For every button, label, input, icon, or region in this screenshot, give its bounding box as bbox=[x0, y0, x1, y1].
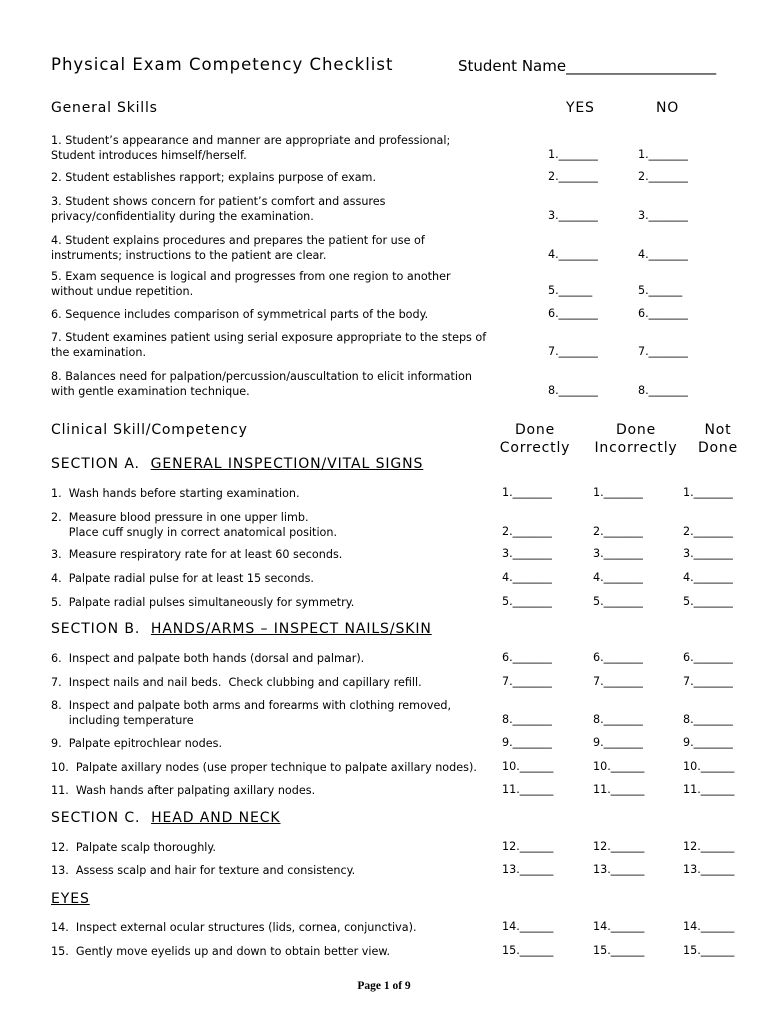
yes-column-header: YES bbox=[566, 100, 595, 116]
competency-text: 12. Palpate scalp thoroughly. bbox=[51, 841, 216, 854]
done-incorrectly-blank[interactable]: 5._______ bbox=[593, 595, 643, 608]
not-done-blank[interactable]: 12.______ bbox=[683, 840, 735, 853]
done-correctly-line2: Correctly bbox=[499, 440, 571, 456]
competency-text: 4. Palpate radial pulse for at least 15 seconds. bbox=[51, 572, 314, 585]
not-done-blank[interactable]: 9._______ bbox=[683, 736, 733, 749]
section-title: EYES bbox=[51, 891, 90, 907]
general-skill-text: instruments; instructions to the patient are clear. bbox=[51, 249, 327, 262]
done-incorrectly-blank[interactable]: 1._______ bbox=[593, 486, 643, 499]
competency-text: 7. Inspect nails and nail beds. Check clubbing and capillary refill. bbox=[51, 676, 422, 689]
not-done-blank[interactable]: 4._______ bbox=[683, 571, 733, 584]
competency-text: 14. Inspect external ocular structures (lids, cornea, conjunctiva). bbox=[51, 921, 417, 934]
clinical-skill-heading: Clinical Skill/Competency bbox=[51, 422, 248, 438]
not-done-blank[interactable]: 15.______ bbox=[683, 944, 735, 957]
page-number: Page 1 of 9 bbox=[357, 980, 411, 992]
competency-item bbox=[51, 486, 300, 501]
general-skill-text: the examination. bbox=[51, 346, 147, 359]
competency-text: 1. Wash hands before starting examination. bbox=[51, 487, 300, 500]
no-answer-blank[interactable]: 7._______ bbox=[638, 345, 688, 358]
competency-text: 6. Inspect and palpate both hands (dorsal and palmar). bbox=[51, 652, 365, 665]
done-correctly-blank[interactable]: 12.______ bbox=[502, 840, 554, 853]
not-done-line1: Not bbox=[704, 422, 732, 438]
general-skill-text: without undue repetition. bbox=[51, 285, 194, 298]
done-correctly-blank[interactable]: 5._______ bbox=[502, 595, 552, 608]
competency-item bbox=[51, 944, 390, 959]
section-title: HANDS/ARMS – INSPECT NAILS/SKIN bbox=[150, 621, 432, 637]
section-heading bbox=[51, 810, 281, 826]
done-correctly-blank[interactable]: 2._______ bbox=[502, 525, 552, 538]
competency-text: 15. Gently move eyelids up and down to obtain better view. bbox=[51, 945, 391, 958]
competency-item bbox=[51, 863, 355, 878]
done-correctly-blank[interactable]: 11.______ bbox=[502, 783, 554, 796]
done-incorrectly-blank[interactable]: 2._______ bbox=[593, 525, 643, 538]
competency-item bbox=[51, 783, 315, 798]
competency-text: 13. Assess scalp and hair for texture and consistency. bbox=[51, 864, 356, 877]
competency-text: Place cuff snugly in correct anatomical position. bbox=[51, 526, 338, 539]
competency-text: 8. Inspect and palpate both arms and forearms with clothing removed, bbox=[51, 699, 452, 712]
done-correctly-blank[interactable]: 6._______ bbox=[502, 651, 552, 664]
yes-answer-blank[interactable]: 3._______ bbox=[548, 209, 598, 222]
student-name-field[interactable]: Student Name____________________ bbox=[458, 57, 717, 75]
not-done-blank[interactable]: 1._______ bbox=[683, 486, 733, 499]
general-skill-text: with gentle examination technique. bbox=[51, 385, 250, 398]
general-skill-item bbox=[51, 330, 486, 360]
competency-text: including temperature bbox=[51, 714, 194, 727]
done-incorrectly-blank[interactable]: 10.______ bbox=[593, 760, 645, 773]
done-incorrectly-blank[interactable]: 4._______ bbox=[593, 571, 643, 584]
general-skill-text: 5. Exam sequence is logical and progresses from one region to another bbox=[51, 270, 451, 283]
done-correctly-line1: Done bbox=[514, 422, 556, 438]
competency-item bbox=[51, 651, 364, 666]
general-skill-item bbox=[51, 133, 450, 163]
done-incorrectly-blank[interactable]: 8._______ bbox=[593, 713, 643, 726]
done-incorrectly-header bbox=[588, 421, 684, 457]
done-incorrectly-blank[interactable]: 14.______ bbox=[593, 920, 645, 933]
competency-text: 3. Measure respiratory rate for at least 60 seconds. bbox=[51, 548, 343, 561]
no-answer-blank[interactable]: 3._______ bbox=[638, 209, 688, 222]
competency-item bbox=[51, 920, 417, 935]
no-answer-blank[interactable]: 6._______ bbox=[638, 307, 688, 320]
done-correctly-blank[interactable]: 15.______ bbox=[502, 944, 554, 957]
general-skill-text: 2. Student establishes rapport; explains purpose of exam. bbox=[51, 171, 377, 184]
general-skill-item bbox=[51, 269, 451, 299]
done-correctly-header bbox=[498, 421, 572, 457]
page-title: Physical Exam Competency Checklist bbox=[51, 55, 394, 74]
general-skill-text: privacy/confidentiality during the examination. bbox=[51, 210, 314, 223]
yes-answer-blank[interactable]: 1._______ bbox=[548, 148, 598, 161]
yes-answer-blank[interactable]: 4._______ bbox=[548, 248, 598, 261]
not-done-blank[interactable]: 14.______ bbox=[683, 920, 735, 933]
competency-text: 9. Palpate epitrochlear nodes. bbox=[51, 737, 223, 750]
done-correctly-blank[interactable]: 8._______ bbox=[502, 713, 552, 726]
competency-item bbox=[51, 736, 222, 751]
competency-text: 11. Wash hands after palpating axillary nodes. bbox=[51, 784, 316, 797]
not-done-blank[interactable]: 6._______ bbox=[683, 651, 733, 664]
not-done-blank[interactable]: 10.______ bbox=[683, 760, 735, 773]
section-prefix: SECTION A. bbox=[51, 456, 140, 472]
done-incorrectly-blank[interactable]: 15.______ bbox=[593, 944, 645, 957]
not-done-line2: Done bbox=[697, 440, 739, 456]
done-correctly-blank[interactable]: 9._______ bbox=[502, 736, 552, 749]
general-skill-text: 7. Student examines patient using serial exposure appropriate to the steps of bbox=[51, 331, 487, 344]
competency-item bbox=[51, 698, 451, 728]
yes-answer-blank[interactable]: 2._______ bbox=[548, 170, 598, 183]
general-skill-text: 6. Sequence includes comparison of symmetrical parts of the body. bbox=[51, 308, 429, 321]
section-title: HEAD AND NECK bbox=[151, 810, 281, 826]
done-incorrectly-blank[interactable]: 12.______ bbox=[593, 840, 645, 853]
section-heading bbox=[51, 891, 90, 907]
section-prefix: SECTION B. bbox=[51, 621, 141, 637]
yes-answer-blank[interactable]: 8._______ bbox=[548, 384, 598, 397]
competency-text: 2. Measure blood pressure in one upper limb. bbox=[51, 511, 309, 524]
competency-item bbox=[51, 510, 337, 540]
not-done-blank[interactable]: 3._______ bbox=[683, 547, 733, 560]
competency-item bbox=[51, 675, 422, 690]
not-done-blank[interactable]: 5._______ bbox=[683, 595, 733, 608]
no-answer-blank[interactable]: 2._______ bbox=[638, 170, 688, 183]
no-column-header: NO bbox=[656, 100, 680, 116]
yes-answer-blank[interactable]: 6._______ bbox=[548, 307, 598, 320]
yes-answer-blank[interactable]: 7._______ bbox=[548, 345, 598, 358]
general-skill-text: Student introduces himself/herself. bbox=[51, 149, 247, 162]
general-skill-item bbox=[51, 170, 376, 185]
done-incorrectly-blank[interactable]: 7._______ bbox=[593, 675, 643, 688]
done-correctly-blank[interactable]: 14.______ bbox=[502, 920, 554, 933]
done-correctly-blank[interactable]: 4._______ bbox=[502, 571, 552, 584]
general-skills-heading: General Skills bbox=[51, 100, 158, 116]
section-title: GENERAL INSPECTION/VITAL SIGNS bbox=[150, 456, 424, 472]
general-skill-text: 4. Student explains procedures and prepares the patient for use of bbox=[51, 234, 425, 247]
general-skill-text: 3. Student shows concern for patient’s comfort and assures bbox=[51, 195, 386, 208]
section-prefix: SECTION C. bbox=[51, 810, 141, 826]
competency-item bbox=[51, 595, 354, 610]
yes-answer-blank[interactable]: 5.______ bbox=[548, 284, 593, 297]
competency-text: 5. Palpate radial pulses simultaneously for symmetry. bbox=[51, 596, 355, 609]
general-skill-item bbox=[51, 307, 428, 322]
no-answer-blank[interactable]: 8._______ bbox=[638, 384, 688, 397]
not-done-blank[interactable]: 13.______ bbox=[683, 863, 735, 876]
not-done-blank[interactable]: 11.______ bbox=[683, 783, 735, 796]
not-done-header bbox=[690, 421, 746, 457]
competency-item bbox=[51, 840, 216, 855]
competency-text: 10. Palpate axillary nodes (use proper technique to palpate axillary nodes). bbox=[51, 761, 477, 774]
no-answer-blank[interactable]: 4._______ bbox=[638, 248, 688, 261]
competency-item bbox=[51, 571, 314, 586]
not-done-blank[interactable]: 8._______ bbox=[683, 713, 733, 726]
done-correctly-blank[interactable]: 13.______ bbox=[502, 863, 554, 876]
section-heading bbox=[51, 621, 432, 637]
done-incorrectly-blank[interactable]: 3._______ bbox=[593, 547, 643, 560]
general-skill-text: 8. Balances need for palpation/percussion/auscultation to elicit information bbox=[51, 370, 472, 383]
not-done-blank[interactable]: 2._______ bbox=[683, 525, 733, 538]
no-answer-blank[interactable]: 1._______ bbox=[638, 148, 688, 161]
done-correctly-blank[interactable]: 3._______ bbox=[502, 547, 552, 560]
done-incorrectly-blank[interactable]: 6._______ bbox=[593, 651, 643, 664]
competency-item bbox=[51, 760, 477, 775]
done-incorrectly-blank[interactable]: 9._______ bbox=[593, 736, 643, 749]
done-incorrectly-line1: Done bbox=[615, 422, 657, 438]
not-done-blank[interactable]: 7._______ bbox=[683, 675, 733, 688]
general-skill-item bbox=[51, 194, 385, 224]
done-incorrectly-line2: Incorrectly bbox=[594, 440, 678, 456]
competency-item bbox=[51, 547, 342, 562]
no-answer-blank[interactable]: 5.______ bbox=[638, 284, 683, 297]
done-incorrectly-blank[interactable]: 13.______ bbox=[593, 863, 645, 876]
general-skill-item bbox=[51, 369, 472, 399]
done-incorrectly-blank[interactable]: 11.______ bbox=[593, 783, 645, 796]
general-skill-text: 1. Student’s appearance and manner are appropriate and professional; bbox=[51, 134, 451, 147]
done-correctly-blank[interactable]: 10.______ bbox=[502, 760, 554, 773]
section-heading bbox=[51, 456, 423, 472]
done-correctly-blank[interactable]: 7._______ bbox=[502, 675, 552, 688]
general-skill-item bbox=[51, 233, 425, 263]
done-correctly-blank[interactable]: 1._______ bbox=[502, 486, 552, 499]
